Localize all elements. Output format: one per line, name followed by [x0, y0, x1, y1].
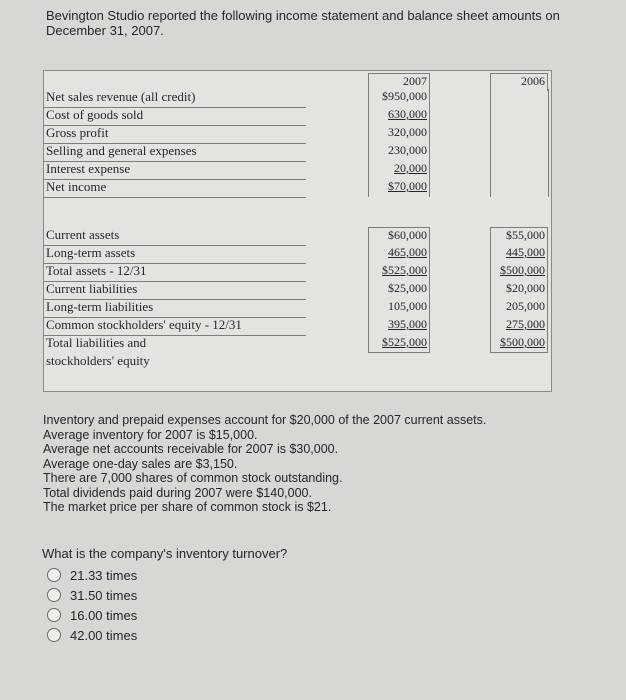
- answer-option-1[interactable]: [47, 566, 137, 584]
- row-label-continued: stockholders' equity: [46, 353, 150, 368]
- row-label: Selling and general expenses: [46, 143, 197, 158]
- problem-notes: [43, 413, 603, 515]
- total-assets-2006: $500,000: [490, 263, 548, 281]
- row-label: Long-term assets: [46, 245, 136, 260]
- answer-option-2[interactable]: [47, 586, 137, 604]
- row-divider: [44, 197, 306, 198]
- intro-line-1: Bevington Studio reported the following income statement and balance sheet amounts on: [46, 8, 560, 23]
- current-liabilities-2006: $20,000: [490, 281, 548, 299]
- long-term-assets-2006: 445,000: [490, 245, 548, 263]
- note-line: Inventory and prepaid expenses account for $20,000 of the 2007 current assets.: [43, 413, 487, 427]
- common-equity-2006: 275,000: [490, 317, 548, 335]
- option-label: 42.00 times: [70, 627, 138, 643]
- problem-intro: [46, 8, 606, 38]
- intro-line-2: December 31, 2007.: [46, 23, 164, 38]
- option-label: 31.50 times: [70, 587, 138, 603]
- row-label: Cost of goods sold: [46, 107, 144, 122]
- col-2006-left-border: [490, 89, 491, 197]
- header-2007: 2007: [368, 73, 430, 91]
- cogs-2007: 630,000: [368, 107, 430, 125]
- header-2006: 2006: [490, 73, 548, 91]
- long-term-assets-2007: 465,000: [368, 245, 430, 263]
- radio-button-icon[interactable]: [47, 628, 61, 642]
- gross-profit-2007: 320,000: [368, 125, 430, 143]
- answer-option-3[interactable]: [47, 606, 137, 624]
- note-line: Total dividends paid during 2007 were $140,000.: [43, 485, 312, 500]
- net-sales-2007: $950,000: [368, 89, 430, 107]
- row-label: Total liabilities and: [46, 335, 147, 350]
- row-label: Current liabilities: [46, 281, 138, 296]
- option-label: 16.00 times: [70, 607, 138, 623]
- common-equity-2007: 395,000: [368, 317, 430, 335]
- note-line: The market price per share of common stock is $21.: [43, 500, 332, 514]
- note-line: There are 7,000 shares of common stock outstanding.: [43, 471, 343, 485]
- question-text: What is the company's inventory turnover?: [42, 546, 288, 561]
- current-assets-2006: $55,000: [490, 227, 548, 245]
- current-liabilities-2007: $25,000: [368, 281, 430, 299]
- total-assets-2007: $525,000: [368, 263, 430, 281]
- row-label: Total assets - 12/31: [46, 263, 147, 278]
- note-line: Average net accounts receivable for 2007 is $30,000.: [43, 442, 339, 456]
- radio-button-icon[interactable]: [47, 608, 61, 622]
- current-assets-2007: $60,000: [368, 227, 430, 245]
- row-label: Common stockholders' equity - 12/31: [46, 317, 242, 332]
- row-label: Gross profit: [46, 125, 109, 140]
- interest-2007: 20,000: [368, 161, 430, 179]
- col-2006-right-border: [548, 89, 549, 197]
- note-line: Average one-day sales are $3,150.: [43, 456, 238, 471]
- total-liabilities-equity-2006: $500,000: [490, 335, 548, 353]
- financial-statements-table: [43, 70, 552, 392]
- row-label: Long-term liabilities: [46, 299, 154, 314]
- total-liabilities-equity-2007: $525,000: [368, 335, 430, 353]
- selling-expenses-2007: 230,000: [368, 143, 430, 161]
- long-term-liabilities-2007: 105,000: [368, 299, 430, 317]
- net-income-2007: $70,000: [368, 179, 430, 197]
- row-label: Net sales revenue (all credit): [46, 89, 196, 104]
- radio-button-icon[interactable]: [47, 568, 61, 582]
- note-line: Average inventory for 2007 is $15,000.: [43, 427, 258, 442]
- option-label: 21.33 times: [70, 567, 138, 583]
- long-term-liabilities-2006: 205,000: [490, 299, 548, 317]
- row-label: Current assets: [46, 227, 120, 242]
- row-label: Interest expense: [46, 161, 131, 176]
- row-label: Net income: [46, 179, 107, 194]
- answer-option-4[interactable]: [47, 626, 137, 644]
- radio-button-icon[interactable]: [47, 588, 61, 602]
